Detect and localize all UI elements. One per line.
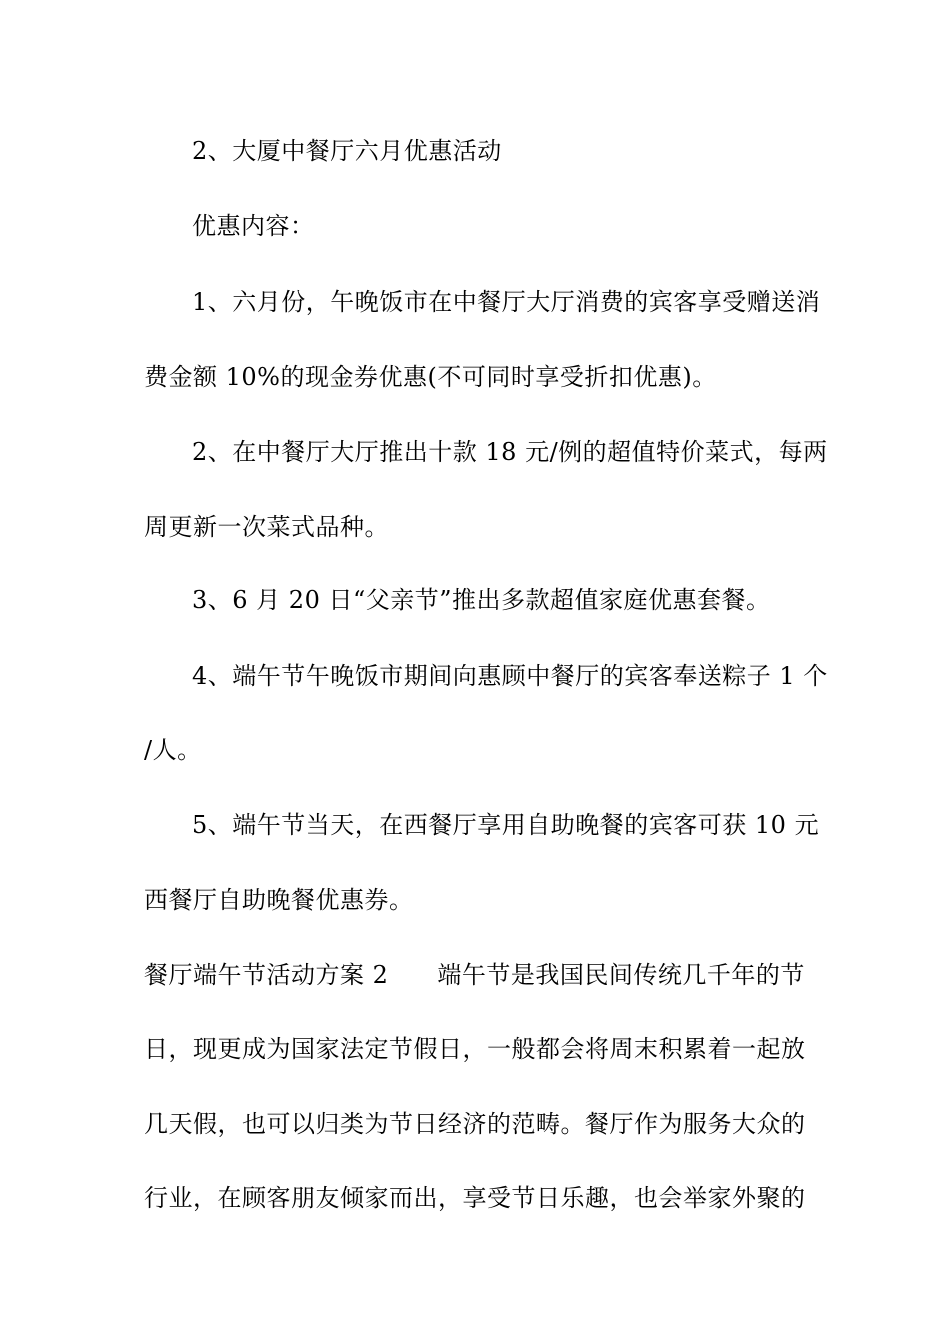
- paragraph-line: 费金额 10%的现金券优惠(不可同时享受折扣优惠)。: [144, 363, 717, 391]
- paragraph-line: 西餐厅自助晚餐优惠券。: [144, 886, 414, 914]
- paragraph-line: /人。: [144, 736, 202, 764]
- paragraph-line: 1、六月份，午晚饭市在中餐厅大厅消费的宾客享受赠送消: [192, 288, 821, 316]
- paragraph-line: 5、端午节当天，在西餐厅享用自助晚餐的宾客可获 10 元: [192, 811, 820, 839]
- paragraph-line: 3、6 月 20 日“父亲节”推出多款超值家庭优惠套餐。: [192, 586, 771, 614]
- paragraph-line: 餐厅端午节活动方案 2 端午节是我国民间传统几千年的节: [144, 961, 805, 989]
- paragraph-line: 2、在中餐厅大厅推出十款 18 元/例的超值特价菜式，每两: [192, 438, 828, 466]
- paragraph-line: 周更新一次菜式品种。: [144, 513, 389, 541]
- paragraph-line: 行业，在顾客朋友倾家而出，享受节日乐趣，也会举家外聚的: [144, 1184, 806, 1212]
- section-heading: 2、大厦中餐厅六月优惠活动: [192, 137, 502, 165]
- paragraph-line: 日，现更成为国家法定节假日，一般都会将周末积累着一起放: [144, 1035, 806, 1063]
- paragraph-line: 几天假，也可以归类为节日经济的范畴。餐厅作为服务大众的: [144, 1110, 806, 1138]
- paragraph-line: 4、端午节午晚饭市期间向惠顾中餐厅的宾客奉送粽子 1 个: [192, 662, 828, 690]
- offer-content-label: 优惠内容：: [192, 212, 315, 240]
